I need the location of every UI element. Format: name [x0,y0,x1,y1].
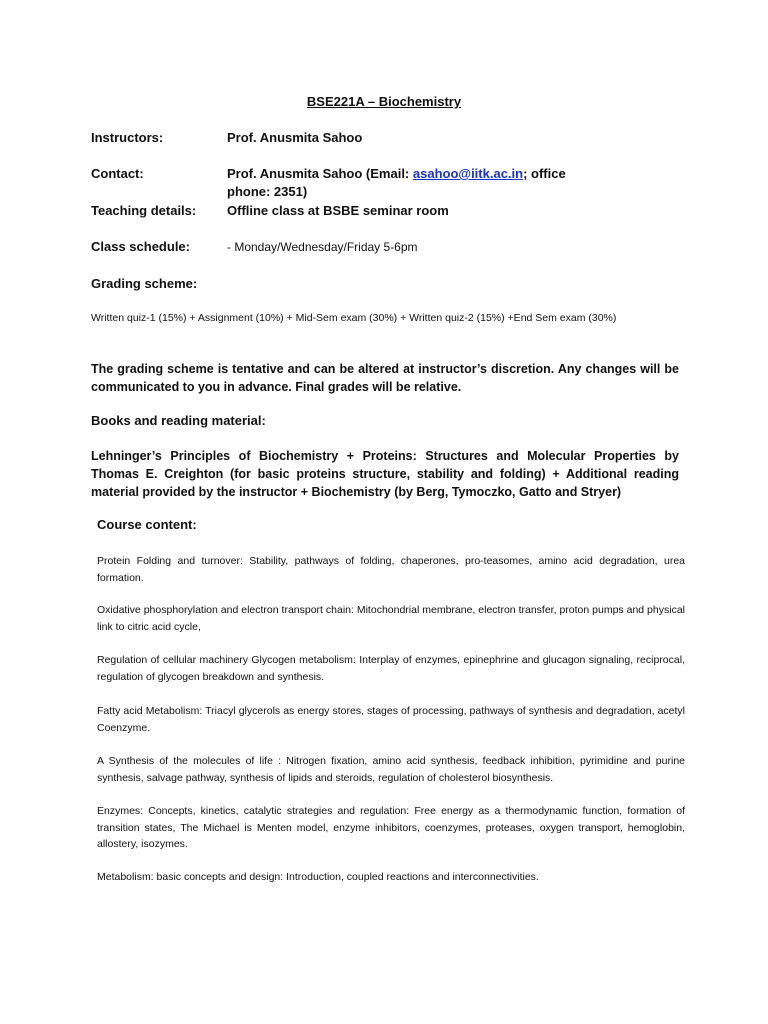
books-heading: Books and reading material: [91,413,266,428]
teaching-details-label: Teaching details: [91,203,197,218]
teaching-details-value: Offline class at BSBE seminar room [227,203,449,218]
grading-note: The grading scheme is tentative and can be altered at instructor’s discretion. Any changes will be communicated to you in advance. Final grades will be relative. [91,362,679,394]
course-content-heading: Course content: [97,517,197,532]
contact-value [227,166,566,181]
course-content-item: Regulation of cellular machinery Glycogen metabolism: Interplay of enzymes, epinephrine and glucagon signaling, reciprocal, regulation of glycogen breakdown and synthesis. [97,654,685,683]
contact-line-2: phone: 2351) [227,184,308,199]
contact-suffix: ; office [523,166,566,181]
class-schedule-value: - Monday/Wednesday/Friday 5-6pm [227,240,418,254]
contact-label: Contact: [91,166,144,181]
course-content-item: Protein Folding and turnover: Stability, pathways of folding, chaperones, pro-teasomes, amino acid degradation, urea formation. [97,555,685,584]
contact-prefix: Prof. Anusmita Sahoo (Email: [227,166,413,181]
contact-email-link[interactable]: asahoo@iitk.ac.in [412,166,524,181]
instructors-value: Prof. Anusmita Sahoo [227,130,363,145]
class-schedule-label: Class schedule: [91,239,190,254]
course-title: BSE221A – Biochemistry [306,94,462,109]
grading-scheme-heading: Grading scheme: [91,276,198,291]
course-content-item: A Synthesis of the molecules of life : Nitrogen fixation, amino acid synthesis, feedback inhibition, pyrimidine and purine synthesis, salvage pathway, synthesis of lipids and steroids, regulation of cholesterol biosynthesis. [97,755,685,784]
course-content-item: Oxidative phosphorylation and electron transport chain: Mitochondrial membrane, electron transfer, proton pumps and physical link to citric acid cycle, [97,604,685,633]
course-content-item: Enzymes: Concepts, kinetics, catalytic strategies and regulation: Free energy as a thermodynamic function, formation of transition states, The Michael is Menten model, enzyme inhibitors, coenzymes, proteases, oxygen transport, hemoglobin, allostery, isozymes. [97,805,685,850]
books-text: Lehninger’s Principles of Biochemistry + Proteins: Structures and Molecular Properties by Thomas E. Creighton (for basic proteins structure, stability and folding) + Additional reading material provided by the instructor + Biochemistry (by Berg, Tymoczko, Gatto and Stryer) [91,449,679,499]
course-content-item: Fatty acid Metabolism: Triacyl glycerols as energy stores, stages of processing, pathways of synthesis and degradation, acetyl Coenzyme. [97,705,685,734]
instructors-label: Instructors: [91,130,164,145]
course-content-item: Metabolism: basic concepts and design: Introduction, coupled reactions and interconnectivities. [97,871,539,883]
grading-breakdown: Written quiz-1 (15%) + Assignment (10%) + Mid-Sem exam (30%) + Written quiz-2 (15%) +End Sem exam (30%) [91,312,617,324]
